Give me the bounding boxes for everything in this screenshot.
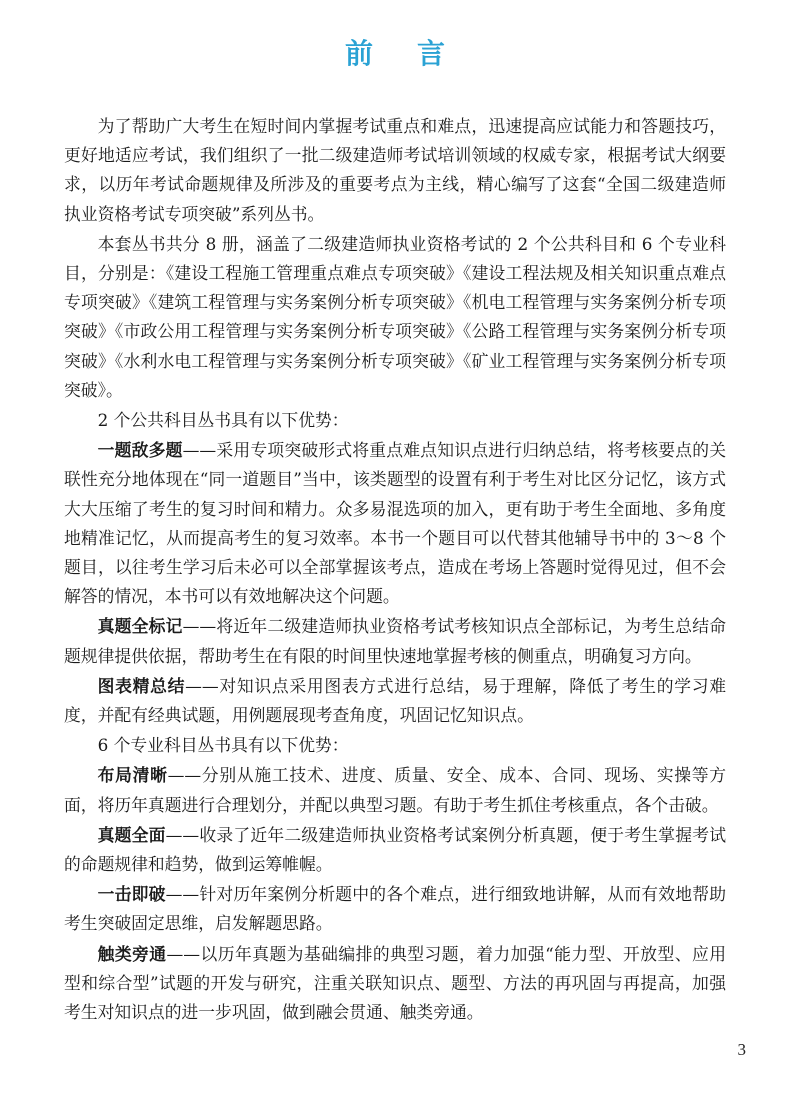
paragraph-text: ——针对历年案例分析题中的各个难点，进行细致地讲解，从而有效地帮助考生突破固定思维，启发解题思路。 <box>64 884 726 934</box>
paragraph-lead: 图表精总结 <box>97 675 186 696</box>
page-title: 前言 <box>344 37 489 70</box>
paragraph <box>64 406 726 435</box>
paragraph <box>64 940 726 1028</box>
paragraph <box>64 821 726 879</box>
paragraph <box>64 612 726 670</box>
page-number: 3 <box>737 1040 746 1059</box>
paragraph <box>64 436 726 611</box>
paragraph-text: ——将近年二级建造师执业资格考试考核知识点全部标记，为考生总结命题规律提供依据，帮助考生在有限的时间里快速地掌握考核的侧重点，明确复习方向。 <box>64 616 726 666</box>
paragraph-lead: 一题敌多题 <box>97 440 183 461</box>
paragraph-lead: 触类旁通 <box>97 943 167 964</box>
paragraph-text: ——收录了近年二级建造师执业资格考试案例分析真题，便于考生掌握考试的命题规律和趋势，做到运筹帷幄。 <box>64 824 726 875</box>
paragraph-text: ——分别从施工技术、进度、质量、安全、成本、合同、现场、实操等方面，将历年真题进行合理划分，并配以典型习题。有助于考生抓住考核重点，各个击破。 <box>64 765 726 815</box>
paragraph-lead: 一击即破 <box>97 884 166 905</box>
paragraph-lead: 真题全标记 <box>97 616 183 637</box>
paragraph-text: 2 个公共科目丛书具有以下优势： <box>97 410 349 431</box>
paragraph <box>64 731 726 760</box>
paragraph <box>64 880 726 938</box>
paragraph <box>64 761 726 819</box>
paragraph-text: 本套丛书共分 8 册，涵盖了二级建造师执业资格考试的 2 个公共科目和 6 个专业科目，分别是：《建设工程施工管理重点难点专项突破》《建设工程法规及相关知识重点难点专项突破》《建筑工程管理与实务案例分析专项突破》《机电工程管理与实务案例分析专项突破》《市政公用工程管理与实务案例分析专项突破》《公路工程管理与实务案例分析专项突破》《水利水电工程管理与实务案例分析专项突破》《矿业工程管理与实务案例分析专项突破》。 <box>64 233 726 400</box>
preface-body <box>64 112 726 1027</box>
paragraph <box>64 112 726 229</box>
paragraph-text: ——以历年真题为基础编排的典型习题，着力加强“能力型、开放型、应用型和综合型”试题的开发与研究，注重关联知识点、题型、方法的再巩固与再提高，加强考生对知识点的进一步巩固，做到融会贯通、触类旁通。 <box>64 943 726 1023</box>
paragraph <box>64 230 726 405</box>
paragraph <box>64 672 726 730</box>
paragraph-text: 6 个专业科目丛书具有以下优势： <box>97 735 349 756</box>
paragraph-lead: 布局清晰 <box>97 765 168 786</box>
paragraph-text: ——对知识点采用图表方式进行总结，易于理解，降低了考生的学习难度，并配有经典试题，用例题展现考查角度，巩固记忆知识点。 <box>64 675 726 726</box>
paragraph-text: ——采用专项突破形式将重点难点知识点进行归纳总结，将考核要点的关联性充分地体现在“同一道题目”当中，该类题型的设置有利于考生对比区分记忆，该方式大大压缩了考生的复习时间和精力。众多易混选项的加入，更有助于考生全面地、多角度地精准记忆，从而提高考生的复习效率。本书一个题目可以代替其他辅导书中的 3～8 个题目，以往考生学习后未必可以全部掌握该考点，造成在考场上答题时觉得见过，但不会解答的情况，本书可以有效地解决这个问题。 <box>64 440 726 607</box>
paragraph-lead: 真题全面 <box>97 824 166 845</box>
paragraph-text: 为了帮助广大考生在短时间内掌握考试重点和难点，迅速提高应试能力和答题技巧，更好地适应考试，我们组织了一批二级建造师考试培训领域的权威专家，根据考试大纲要求，以历年考试命题规律及所涉及的重要考点为主线，精心编写了这套“全国二级建造师执业资格考试专项突破”系列丛书。 <box>64 116 726 224</box>
